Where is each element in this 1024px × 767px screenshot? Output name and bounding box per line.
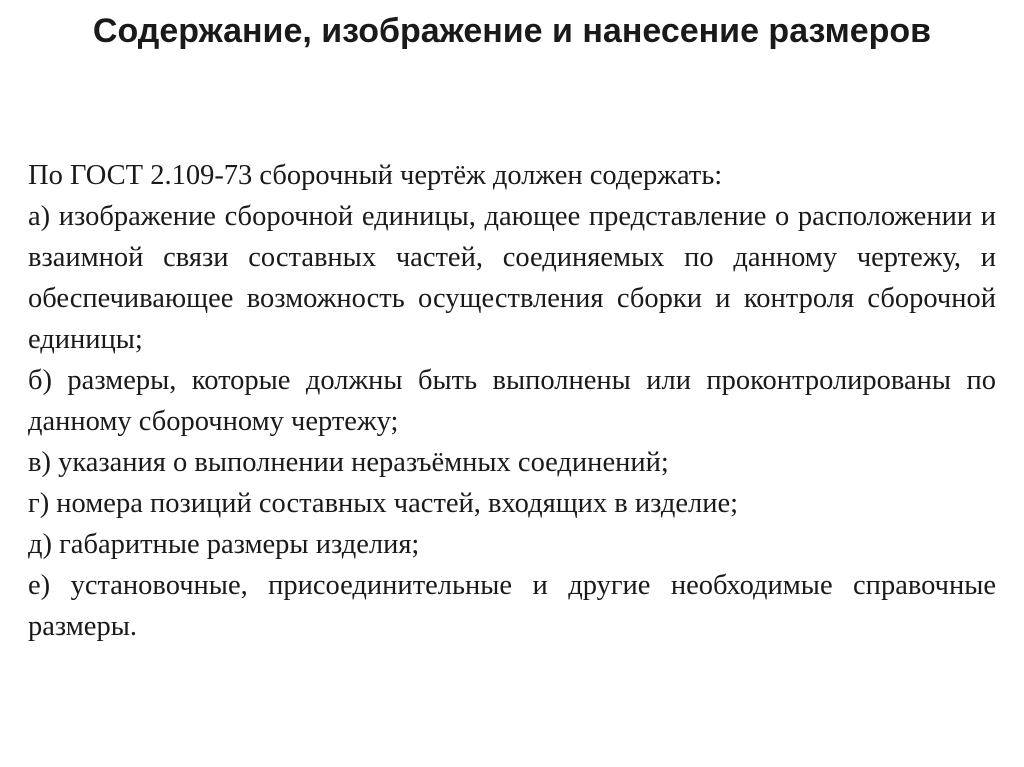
list-item-e: е) установочные, присоединительные и другие необходимые справочные размеры. bbox=[28, 570, 996, 642]
intro-text: По ГОСТ 2.109-73 сборочный чертёж должен содержать: bbox=[28, 160, 723, 191]
slide-body bbox=[28, 155, 996, 647]
list-item-d: д) габаритные размеры изделия; bbox=[28, 529, 420, 560]
list-item-a: а) изображение сборочной единицы, дающее представление о расположении и взаимной связи составных частей, соединяемых по данному чертежу, и обеспечивающее возможность осуществления сборки и контроля сборочной единицы; bbox=[28, 201, 996, 355]
list-item-b: б) размеры, которые должны быть выполнены или проконтролированы по данному сборочному чертежу; bbox=[28, 365, 996, 437]
slide-title: Содержание, изображение и нанесение размеров bbox=[92, 12, 932, 50]
list-item-v: в) указания о выполнении неразъёмных соединений; bbox=[28, 447, 669, 478]
list-item-g: г) номера позиций составных частей, входящих в изделие; bbox=[28, 488, 739, 519]
